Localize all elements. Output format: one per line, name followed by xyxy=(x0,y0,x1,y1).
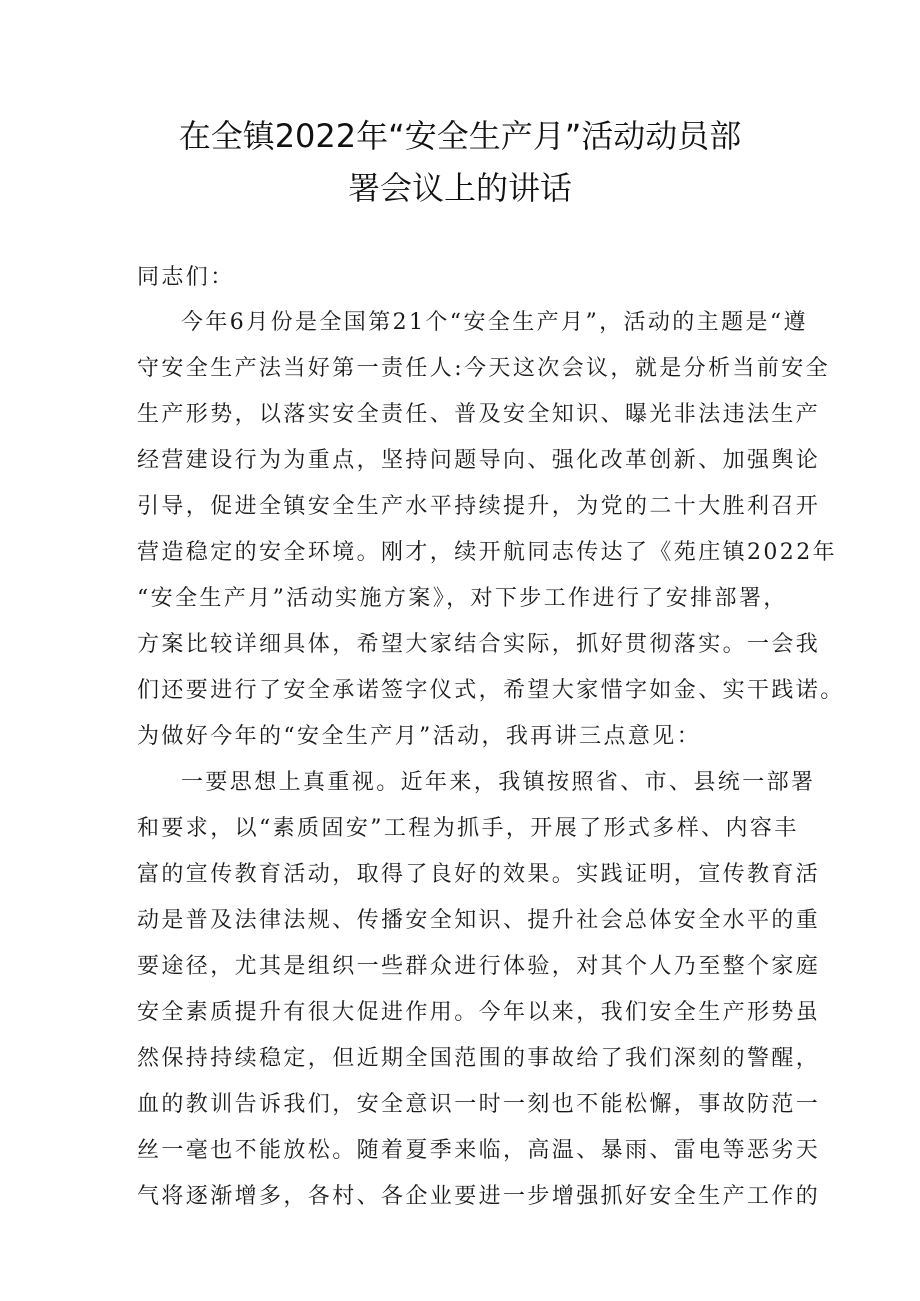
paragraph-1-line-5: 引导，促进全镇安全生产水平持续提升，为党的二十大胜利召开 xyxy=(137,494,821,519)
paragraph-1-line-8: 方案比较详细具体，希望大家结合实际，抓好贯彻落实。一会我 xyxy=(137,632,821,657)
paragraph-2-line-8: 血的教训告诉我们，安全意识一时一刻也不能松懈，事故防范一 xyxy=(137,1092,821,1117)
paragraph-2-line-9: 丝一毫也不能放松。随着夏季来临，高温、暴雨、雷电等恶劣天 xyxy=(137,1138,821,1163)
document-title-line-2: 署会议上的讲话 xyxy=(347,169,572,207)
paragraph-2-line-7: 然保持持续稳定，但近期全国范围的事故给了我们深刻的警醒， xyxy=(137,1046,821,1071)
paragraph-1-line-9: 们还要进行了安全承诺签字仪式，希望大家惜字如金、实干践诺。 xyxy=(137,678,845,703)
paragraph-1-line-2: 守安全生产法当好第一责任人:今天这次会议，就是分析当前安全 xyxy=(137,356,831,381)
paragraph-2-line-4: 动是普及法律法规、传播安全知识、提升社会总体安全水平的重 xyxy=(137,908,821,933)
paragraph-1-line-10: 为做好今年的“安全生产月”活动，我再讲三点意见： xyxy=(137,724,702,749)
paragraph-2-line-5: 要途径，尤其是组织一些群众进行体验，对其个人乃至整个家庭 xyxy=(137,954,821,979)
paragraph-2-line-3: 富的宣传教育活动，取得了良好的效果。实践证明，宣传教育活 xyxy=(137,862,821,887)
paragraph-2-line-6: 安全素质提升有很大促进作用。今年以来，我们安全生产形势虽 xyxy=(137,1000,821,1025)
salutation: 同志们： xyxy=(137,265,235,290)
paragraph-2-line-1: 一要思想上真重视。近年来，我镇按照省、市、县统一部署 xyxy=(181,770,816,795)
paragraph-2-line-2: 和要求，以“素质固安”工程为抓手，开展了形式多样、内容丰 xyxy=(137,816,799,841)
paragraph-1-line-4: 经营建设行为为重点，坚持问题导向、强化改革创新、加强舆论 xyxy=(137,448,821,473)
paragraph-1-line-3: 生产形势，以落实安全责任、普及安全知识、曝光非法违法生产 xyxy=(137,402,821,427)
paragraph-2-line-10: 气将逐渐增多，各村、各企业要进一步增强抓好安全生产工作的 xyxy=(137,1184,821,1209)
paragraph-1-line-7: “安全生产月”活动实施方案》，对下步工作进行了安排部署， xyxy=(137,586,788,611)
paragraph-1-line-1: 今年6月份是全国第21个“安全生产月”，活动的主题是“遵 xyxy=(181,310,808,335)
paragraph-1-line-6: 营造稳定的安全环境。刚才，续开航同志传达了《苑庄镇2022年 xyxy=(137,540,837,565)
document-title-line-1: 在全镇2022年“安全生产月”活动动员部 xyxy=(178,117,742,155)
